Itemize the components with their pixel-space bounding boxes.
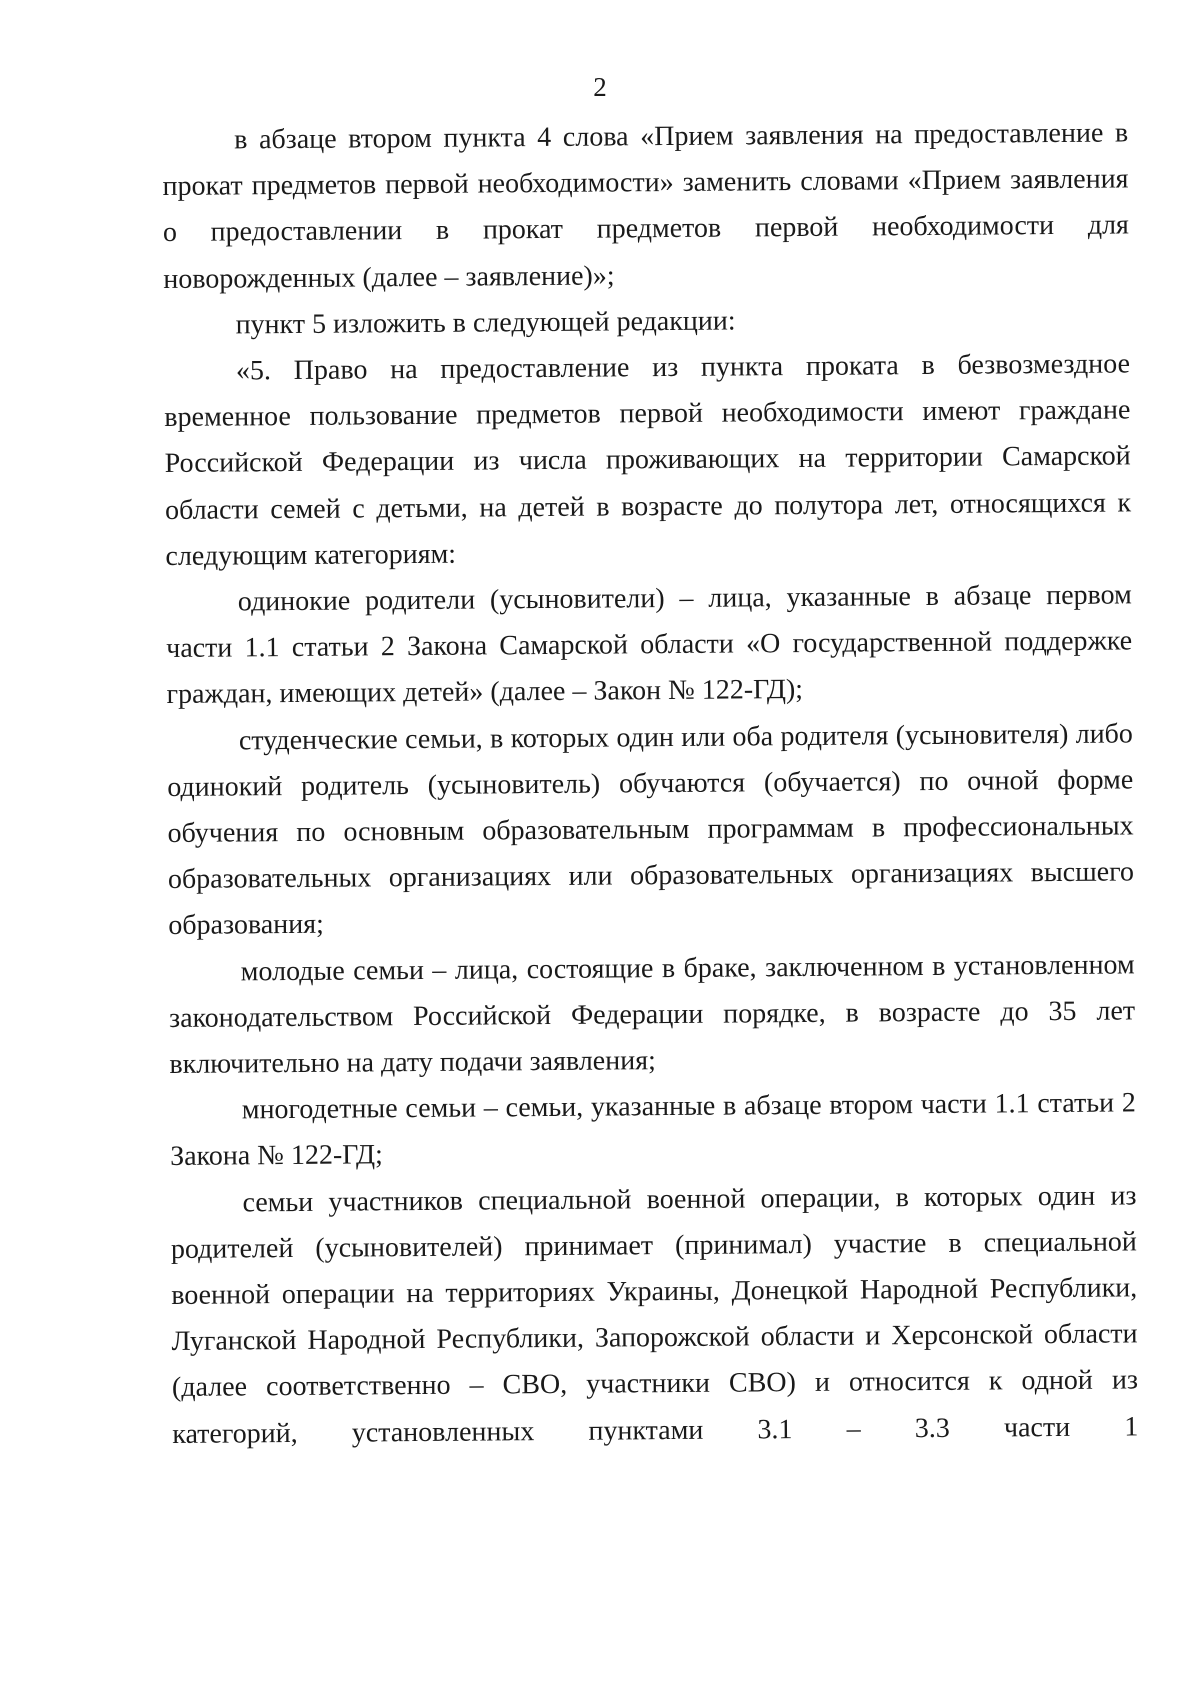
- paragraph-1: в абзаце втором пункта 4 слова «Прием заявления на предоставление в прокат предметов первой необходимости» заменить словами «Прием заявления о предоставлении в прокат предметов первой необходимости для новорожденных (далее – заявление)»;: [162, 117, 1129, 295]
- document-body: [162, 110, 1138, 1457]
- paragraph-4: одинокие родители (усыновители) – лица, указанные в абзаце первом части 1.1 статьи 2 Закона Самарской области «О государственной поддержке граждан, имеющих детей» (далее – Закон № 122-ГД);: [166, 579, 1133, 711]
- paragraph-8: семьи участников специальной военной операции, в которых один из родителей (усыновителей) принимает (принимал) участие в специальной военной операции на территориях Украины, Донецкой Народной Республики, Луганской Народной Республики, Запорожской области и Херсонской области (далее соответственно – СВО, участники СВО) и относится к одной из категорий, установленных пунктами 3.1 – 3.3 части 1: [170, 1180, 1139, 1450]
- paragraph-2: пункт 5 изложить в следующей редакции:: [235, 305, 736, 341]
- paragraph-3: «5. Право на предоставление из пункта проката в безвозмездное временное пользование предметов первой необходимости имеют граждане Российской Федерации из числа проживающих на территории Самарской области семей с детьми, на детей в возрасте до полутора лет, относящихся к следующим категориям:: [164, 348, 1132, 572]
- paragraph-7: многодетные семьи – семьи, указанные в абзаце втором части 1.1 статьи 2 Закона № 122-ГД;: [170, 1087, 1136, 1173]
- page-number: 2: [593, 72, 607, 102]
- paragraph-6: молодые семьи – лица, состоящие в браке, заключенном в установленном законодательством Российской Федерации порядке, в возрасте до 35 лет включительно на дату подачи заявления;: [168, 949, 1136, 1081]
- paragraph-5: студенческие семьи, в которых один или оба родителя (усыновителя) либо одинокий родитель (усыновитель) обучаются (обучается) по очной форме обучения по основным образовательным программам в профессиональных образовательных организациях или образовательных организациях высшего образования;: [167, 718, 1135, 942]
